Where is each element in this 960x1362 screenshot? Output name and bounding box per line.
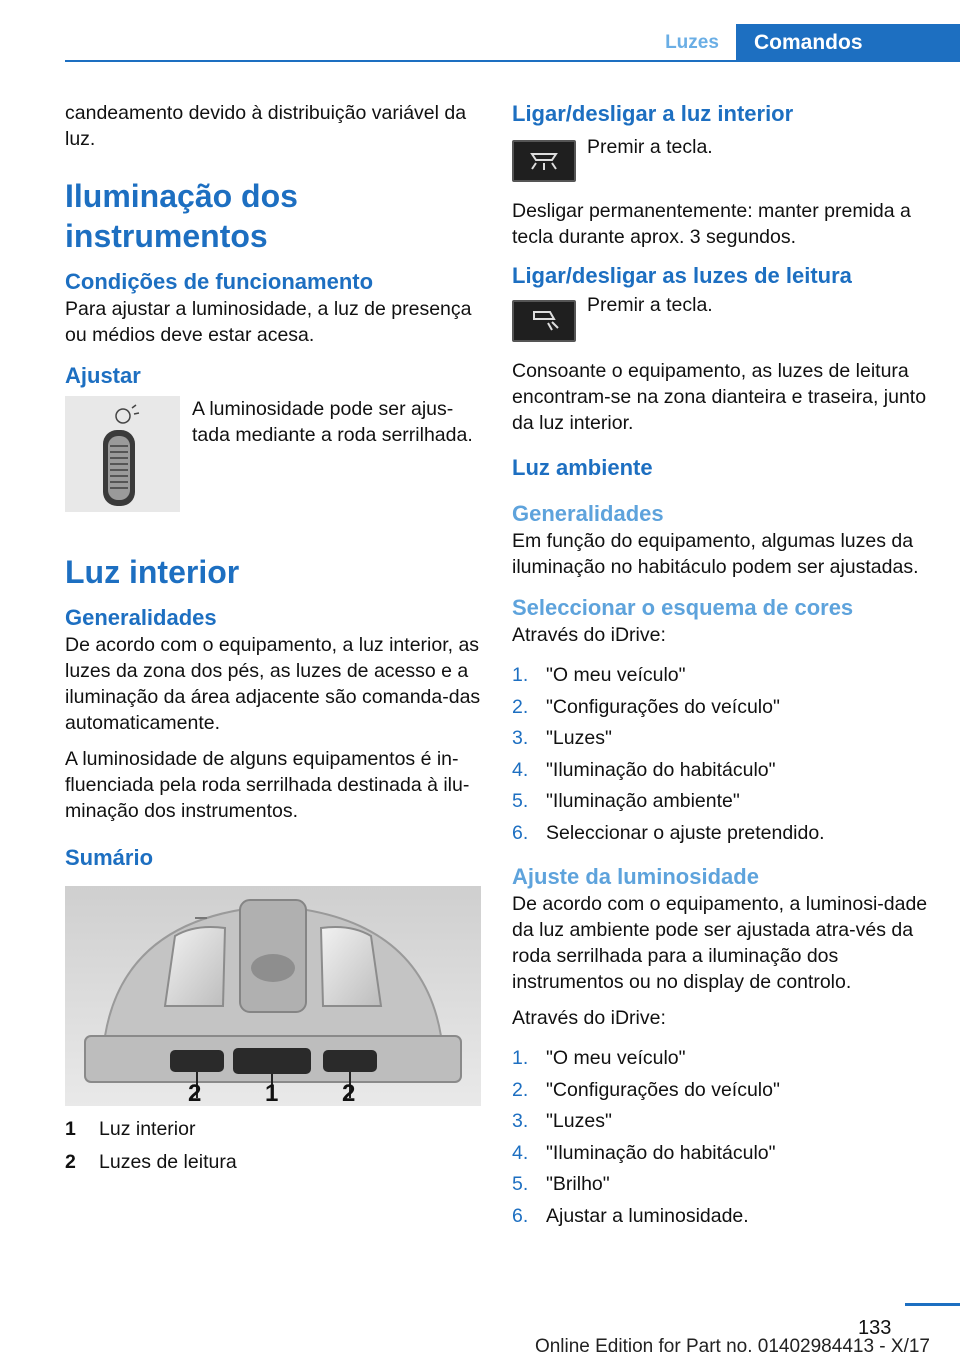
thumbwheel-icon xyxy=(65,396,180,512)
step-item: 2. "Configurações do veículo" xyxy=(512,695,780,718)
idrive-text-2: Através do iDrive: xyxy=(512,1007,666,1029)
overhead-console-figure xyxy=(65,886,481,1106)
heading-operating-conditions: Condições de funcionamento xyxy=(65,269,374,294)
heading-interior-light: Luz interior xyxy=(65,554,240,590)
step-item: 5. "Iluminação ambiente" xyxy=(512,790,740,812)
heading-reading-lights: Ligar/desligar as luzes de leitura xyxy=(512,263,852,288)
heading-ambient-light: Luz ambiente xyxy=(512,455,653,480)
idrive-text-1: Através do iDrive: xyxy=(512,624,666,646)
step-item: 4. "Iluminação do habitáculo" xyxy=(512,1141,776,1164)
adjust-text-line2: tada mediante a roda serrilhada. xyxy=(192,424,473,446)
figure-callout-1: 1 xyxy=(265,1080,279,1106)
right-column xyxy=(512,100,932,1234)
figure-callout-2-left: 2 xyxy=(188,1080,202,1106)
left-column xyxy=(65,100,481,1182)
intro-paragraph: candeamento devido à distribuição variável da luz. xyxy=(65,102,467,150)
heading-brightness-adjust: Ajuste da luminosidade xyxy=(512,864,759,889)
ambient-general-text: Em função do equipamento, algumas luzes da iluminação no habitáculo podem ser ajustadas. xyxy=(512,530,919,578)
legend-number: 1 xyxy=(65,1118,76,1140)
legend-text: Luzes de leitura xyxy=(99,1151,237,1173)
step-item: 1. "O meu veículo" xyxy=(512,1047,686,1069)
press-key-text: Premir a tecla. xyxy=(587,136,713,158)
heading-overview: Sumário xyxy=(65,845,154,870)
heading-ambient-general: Generalidades xyxy=(512,501,664,526)
header-section-tab[interactable]: Luzes xyxy=(665,32,719,53)
step-item: 1. "O meu veículo" xyxy=(512,664,686,686)
reading-lights-text: Consoante o equipamento, as luzes de leitura encontram-se na zona dianteira e traseira, junto da luz interior. xyxy=(512,360,927,434)
adjust-text-line1: A luminosidade pode ser ajus- xyxy=(192,398,454,420)
color-scheme-steps xyxy=(512,662,932,851)
interior-light-button-icon xyxy=(512,140,576,182)
thumbwheel-image xyxy=(65,396,180,512)
legend-item xyxy=(65,1116,481,1149)
header-chapter-tab[interactable]: Comandos xyxy=(736,24,960,62)
heading-general: Generalidades xyxy=(65,605,217,630)
switch-off-permanent-text: Desligar permanentemente: manter premida a tecla durante aprox. 3 segundos. xyxy=(512,200,911,248)
reading-light-button-icon xyxy=(512,300,576,342)
edition-footer: Online Edition for Part no. 01402984413 - X/17 xyxy=(534,1336,930,1357)
adjust-block xyxy=(65,396,481,526)
figure-callout-2-right: 2 xyxy=(342,1080,356,1106)
heading-color-scheme: Seleccionar o esquema de cores xyxy=(512,595,854,620)
footer-divider xyxy=(905,1303,960,1306)
reading-light-button-row xyxy=(512,294,932,352)
figure-legend xyxy=(65,1116,481,1182)
page-number: 133 xyxy=(858,1317,892,1339)
legend-number: 2 xyxy=(65,1151,76,1173)
step-item: 3. "Luzes" xyxy=(512,1110,612,1132)
step-item: 5. "Brilho" xyxy=(512,1173,610,1195)
press-key-text: Premir a tecla. xyxy=(587,294,713,316)
header-divider xyxy=(65,60,960,62)
general-text-1: De acordo com o equipamento, a luz interior, as luzes da zona dos pés, as luzes de acesso e a iluminação da área adjacente são comanda-das automaticamente. xyxy=(65,634,481,734)
heading-adjust: Ajustar xyxy=(65,363,141,388)
step-item: 6. Seleccionar o ajuste pretendido. xyxy=(512,821,825,844)
legend-text: Luz interior xyxy=(99,1118,196,1140)
brightness-steps xyxy=(512,1045,932,1234)
heading-switch-interior-light: Ligar/desligar a luz interior xyxy=(512,101,794,126)
overhead-console-illustration xyxy=(65,886,481,1106)
interior-light-button-row xyxy=(512,136,932,192)
step-item: 3. "Luzes" xyxy=(512,727,612,749)
legend-item xyxy=(65,1149,481,1182)
brightness-adjust-text: De acordo com o equipamento, a luminosi-dade da luz ambiente pode ser ajustada atra-vés da roda serrilhada para a iluminação dos instrumentos ou no display de controlo. xyxy=(512,893,928,993)
operating-conditions-text: Para ajustar a luminosidade, a luz de presença ou médios deve estar acesa. xyxy=(65,298,472,346)
step-item: 4. "Iluminação do habitáculo" xyxy=(512,758,776,781)
general-text-2: A luminosidade de alguns equipamentos é in-fluenciada pela roda serrilhada destinada à ilu-minação dos instrumentos. xyxy=(65,748,470,822)
step-item: 2. "Configurações do veículo" xyxy=(512,1078,780,1101)
heading-instrument-lighting: Iluminação dos instrumentos xyxy=(65,178,298,254)
step-item: 6. Ajustar a luminosidade. xyxy=(512,1204,749,1227)
